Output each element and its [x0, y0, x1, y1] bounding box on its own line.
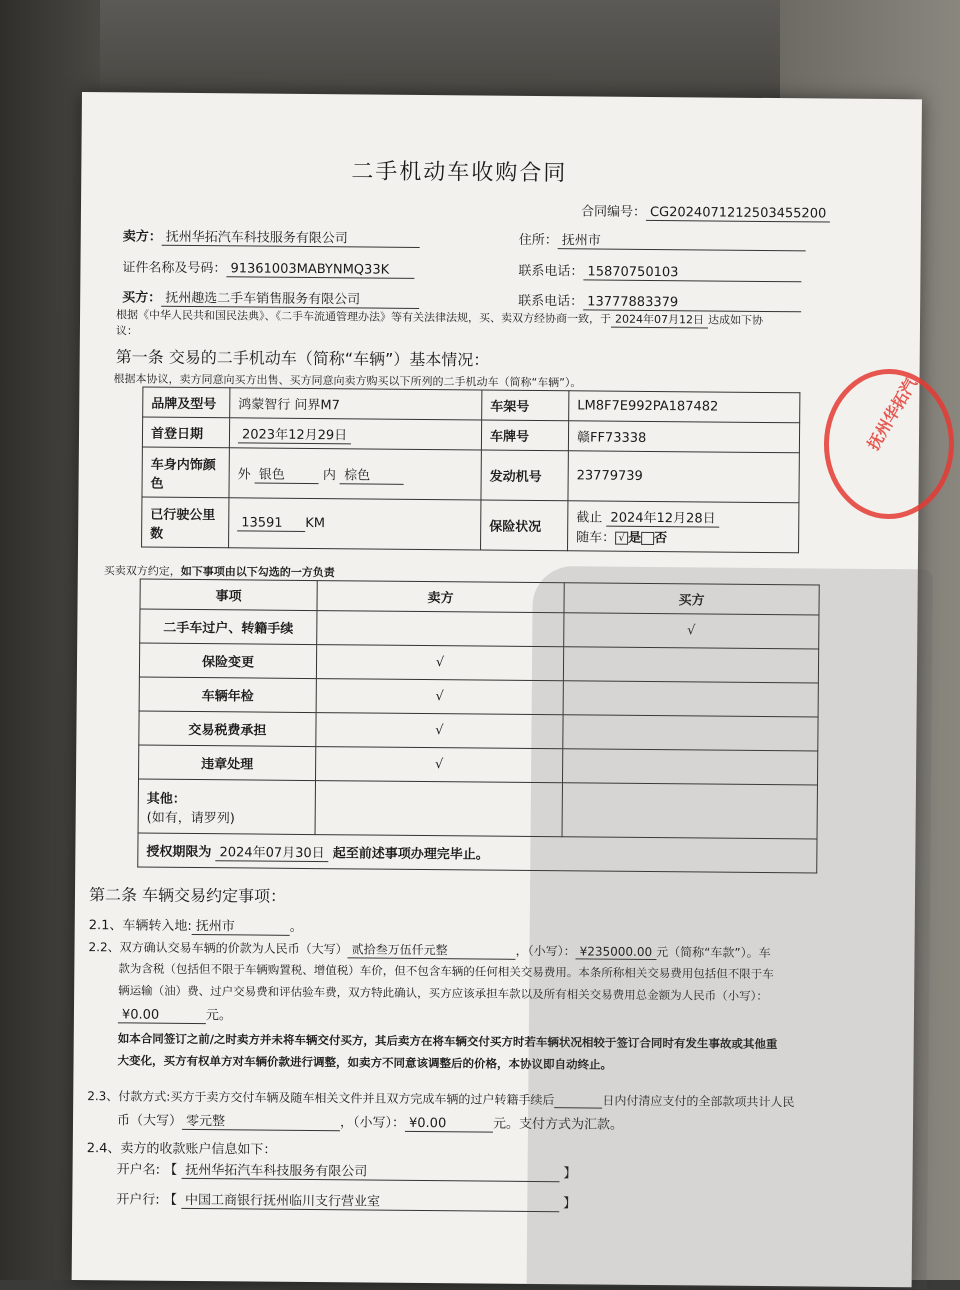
payment-lower: ¥0.00 [405, 1116, 493, 1133]
duty-item: 二手车过户、转籍手续 [140, 609, 317, 645]
clause-2-3-a: 付款方式:买方于卖方交付车辆及随车相关文件并且双方完成车辆的过户转籍手续后 [118, 1089, 555, 1108]
clause-2-4 [87, 1137, 277, 1158]
seller-phone-row [518, 260, 801, 282]
contract-number-label: 合同编号： [580, 204, 647, 220]
company-seal [823, 368, 954, 519]
reg-date-label: 首登日期 [142, 417, 229, 448]
contract-number: CG2024071212503455200 [646, 205, 830, 223]
duty-header-buyer: 买方 [564, 583, 819, 615]
buyer-phone: 13777883379 [583, 294, 801, 312]
inner-prefix: 内 [322, 467, 337, 483]
clause-2-3-no: 2.3、 [87, 1089, 119, 1104]
yes-checkbox[interactable]: √ [615, 532, 628, 545]
mileage-value: 13591 [237, 515, 305, 532]
duty-buyer-mark: √ [564, 613, 819, 649]
clause-2-1-no: 2.1、 [88, 918, 123, 934]
other-seller [315, 781, 562, 837]
buyer-name: 抚州趣选二手车销售服务有限公司 [161, 287, 419, 309]
bold-clause-line2: 大变化，买方有权单方对车辆价款进行调整，如卖方不同意该调整后的价格，本协议即自动终止。 [117, 1053, 613, 1072]
account-bank: 中国工商银行抚州临川支行营业室 [181, 1189, 559, 1212]
mileage-cell [229, 498, 481, 550]
auth-suffix: 起至前述事项办理完毕止。 [332, 845, 489, 863]
seller-row [123, 225, 420, 248]
duty-seller-mark [317, 611, 564, 647]
address-row [519, 229, 806, 252]
id-label: 证件名称及号码： [122, 260, 227, 277]
auth-date: 2024年07月30日 [215, 841, 328, 862]
bold-clause-line1: 如本合同签订之前/之时卖方并未将车辆交付买方，其后卖方在将车辆交付买方时若车辆状况相较于签订合同时有发生事故或其他重 [117, 1031, 778, 1052]
reg-date-value: 2023年12月29日 [238, 423, 351, 444]
duty-seller-mark: √ [316, 713, 563, 749]
clause-2-2-line2: 款为含税（包括但不限于车辆购置税、增值税）车价，但不包含车辆的任何相关交易费用。本条所称相关交易费用包括但不限于车 [118, 961, 774, 982]
vin-value: LM8F7E992PA187482 [569, 391, 800, 423]
outer-color: 银色 [255, 463, 319, 484]
account-name-label: 开户名: [116, 1162, 161, 1178]
insurance-label: 保险状况 [481, 500, 568, 551]
no-checkbox[interactable] [641, 532, 654, 545]
buyer-label: 买方： [122, 290, 162, 306]
clause-2-1-text: 车辆转入地: [122, 918, 192, 934]
account-name: 抚州华拓汽车科技服务有限公司 [181, 1159, 559, 1182]
buyer-row [122, 286, 419, 309]
brand-value: 鸿蒙智行 问界M7 [230, 388, 482, 420]
clause-2-4-text: 卖方的收款账户信息如下： [120, 1141, 277, 1158]
transfer-place: 抚州市 [192, 915, 290, 936]
duty-item: 交易税费承担 [139, 711, 316, 747]
plate-value: 赣FF73338 [568, 421, 799, 453]
intro-text-a: 根据《中华人民共和国民法典》、《二手车流通管理办法》等有关法律法规，买、卖双方经协商一致，于 [116, 308, 612, 326]
article-1-title: 第一条 交易的二手机动车（简称“车辆”）基本情况： [115, 347, 490, 370]
article-1-text: 根据本协议，卖方同意向买方出售、买方同意向卖方购买以下所列的二手机动车（简称“车辆”）。 [113, 372, 582, 390]
account-name-row: 开户名: 【 抚州华拓汽车科技服务有限公司 】 [117, 1158, 577, 1182]
intro-text-c: 议： [115, 324, 138, 338]
outer-prefix: 外 [237, 466, 251, 482]
seal-text: 抚州华拓汽 [863, 374, 921, 454]
duty-item: 违章处理 [139, 745, 316, 781]
address-value: 抚州市 [558, 229, 806, 251]
seller-phone-label: 联系电话： [518, 263, 584, 280]
engine-value: 23779739 [568, 451, 799, 503]
fee-amount: ¥0.00 [118, 1007, 206, 1024]
seller-label: 卖方： [122, 229, 162, 245]
duty-seller-mark: √ [316, 679, 563, 715]
mileage-label: 已行驶公里数 [142, 497, 229, 548]
clause-2-2-c: 元（简称“车款”）。车 [656, 945, 771, 961]
duty-seller-mark: √ [316, 747, 563, 783]
clause-2-2-b: ，（小写）： [515, 943, 576, 959]
contract-paper [72, 92, 922, 1287]
reg-date-cell [229, 418, 481, 450]
id-row [122, 256, 414, 279]
fee-unit: 元。 [205, 1008, 233, 1024]
intro-text-b: 达成如下协 [707, 313, 764, 327]
inner-color: 棕色 [340, 464, 404, 485]
price-lower: ¥235000.00 [576, 944, 657, 960]
payment-upper: 零元整 [182, 1110, 340, 1131]
clause-2-2-a: 双方确认交易车辆的价款为人民币（大写） [119, 940, 348, 957]
clause-2-3-c: 币（大写） [116, 1113, 183, 1129]
article-2-title: 第二条 车辆交易约定事项： [88, 885, 287, 906]
insurance-cell [568, 501, 799, 553]
duty-intro [104, 562, 335, 580]
account-bank-row: 开户行: 【 中国工商银行抚州临川支行营业室 】 [116, 1188, 576, 1212]
no-label: 否 [654, 531, 668, 547]
phone-shadow [527, 566, 933, 1289]
plate-label: 车牌号 [481, 420, 568, 451]
engine-label: 发动机号 [481, 450, 568, 501]
duty-intro-b: 如下事项由以下勾选的一方负责 [180, 564, 335, 580]
account-bank-label: 开户行: [116, 1192, 160, 1208]
color-cell [229, 448, 481, 500]
duty-header-seller: 卖方 [317, 581, 564, 613]
seller-name: 抚州华拓汽车科技服务有限公司 [162, 226, 420, 248]
clause-2-4-no: 2.4、 [86, 1141, 121, 1157]
clause-2-3-d: ，（小写）： [339, 1115, 406, 1131]
auth-label: 授权期限为 [146, 844, 212, 860]
price-upper: 贰拾叁万伍仟元整 [348, 940, 516, 959]
vin-label: 车架号 [482, 390, 569, 421]
buyer-phone-row [518, 290, 801, 312]
duty-header-item: 事项 [140, 579, 317, 611]
other-cell [138, 779, 315, 835]
contract-title: 二手机动车收购合同 [351, 159, 568, 187]
id-number: 91361003MABYNMQ33K [226, 261, 414, 279]
address-label: 住所： [518, 232, 558, 249]
clause-2-3-b: 日内付清应支付的全部款项共计人民 [602, 1093, 795, 1110]
duty-seller-mark: √ [316, 645, 563, 681]
other-label: 其他： [146, 791, 186, 807]
clause-2-1: 2.1、车辆转入地: 抚州市 。 [89, 914, 303, 936]
clause-2-2-line3: 辆运输（油）费、过户交易费和评估验车费，双方特此确认，买方应该承担车款以及所有相关交易费用总金额为人民币（小写）： [118, 983, 768, 1004]
with-car-label: 随车： [576, 530, 616, 546]
duty-item: 保险变更 [139, 643, 316, 679]
mileage-unit: KM [305, 515, 326, 531]
brand-label: 品牌及型号 [143, 387, 230, 418]
intro-date: 2024年07月12日 [611, 311, 708, 329]
duty-intro-a: 买卖双方约定， [103, 564, 181, 578]
insurance-date: 2024年12月28日 [606, 507, 719, 528]
contract-number-row [581, 200, 830, 222]
vehicle-table [141, 387, 800, 554]
duty-item: 车辆年检 [139, 677, 316, 713]
clause-2-3-e: 元。支付方式为汇款。 [492, 1116, 624, 1133]
seller-phone: 15870750103 [583, 264, 801, 282]
buyer-phone-label: 联系电话： [518, 293, 584, 310]
yes-label: 是 [628, 530, 642, 546]
other-note: (如有，请罗列) [146, 810, 235, 826]
color-label: 车身内饰颜色 [142, 447, 229, 498]
insurance-prefix: 截止 [576, 510, 603, 526]
clause-2-2-line4 [118, 1003, 232, 1024]
clause-2-2-no: 2.2、 [88, 940, 120, 955]
